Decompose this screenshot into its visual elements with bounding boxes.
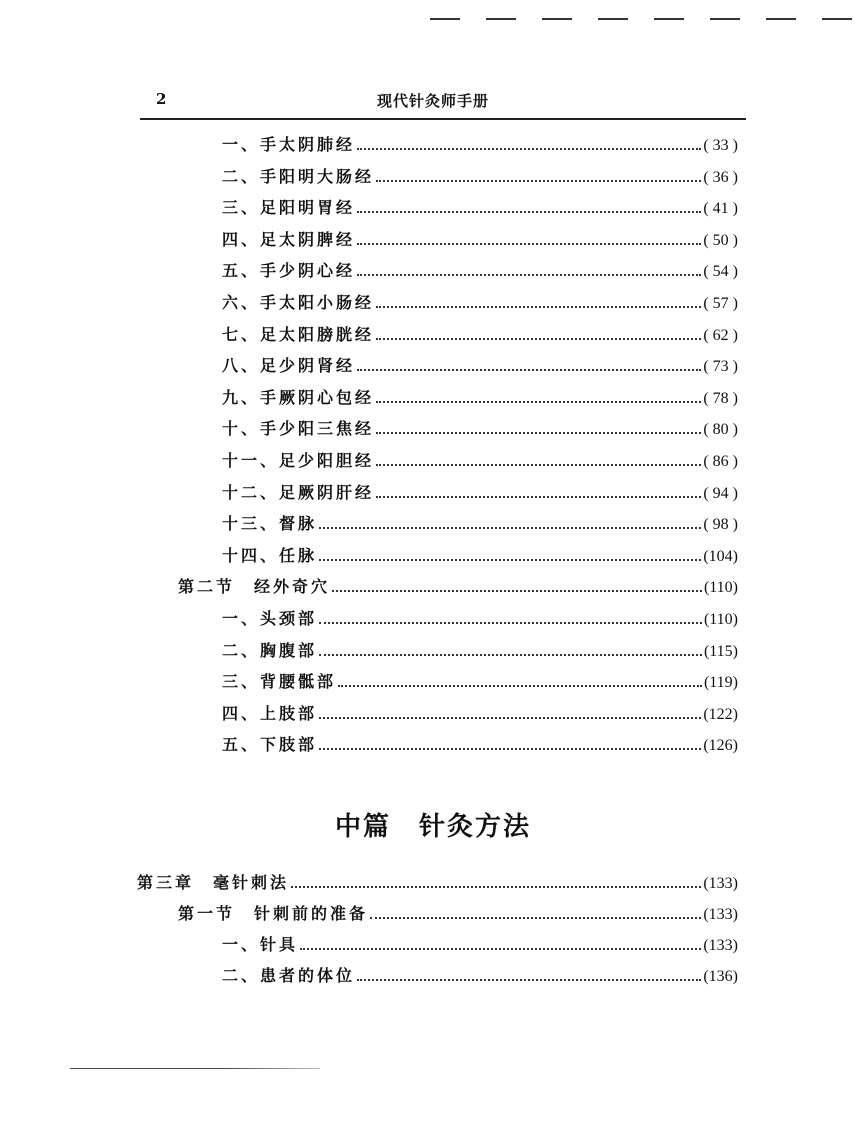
top-scan-dashes [430, 18, 866, 20]
toc-entry-label: 四、上肢部 [222, 703, 318, 723]
toc-entry-label: 第三章 毫针刺法 [137, 873, 290, 892]
toc-entry [222, 322, 738, 346]
toc-entry-page: (119) [703, 674, 738, 692]
toc-entry [222, 258, 738, 282]
dot-leader [357, 274, 701, 276]
dot-leader [376, 338, 701, 340]
dot-leader [319, 559, 701, 561]
dot-leader [376, 306, 701, 308]
toc-entry-page: (133) [703, 937, 738, 954]
toc-entry-page: (133) [703, 906, 738, 923]
toc-entry [137, 870, 738, 894]
dot-leader [319, 654, 702, 656]
dot-leader [376, 464, 701, 466]
toc-entry-page: ( 86 ) [703, 453, 738, 470]
toc-entry [178, 901, 738, 925]
dot-leader [357, 979, 701, 981]
toc-entry-page: (110) [703, 579, 738, 597]
toc-entry-label: 八、足少阴肾经 [222, 356, 356, 376]
toc-entry [222, 353, 738, 377]
toc-entry-page: ( 41 ) [703, 200, 738, 218]
toc-entry [222, 480, 738, 504]
dot-leader [319, 527, 701, 529]
toc-entry-page: ( 54 ) [703, 263, 738, 281]
dot-leader [370, 917, 701, 919]
toc-entry-page: (133) [703, 875, 738, 892]
toc-entry-label: 第二节 经外奇穴 [178, 577, 331, 597]
dot-leader [319, 622, 702, 624]
toc-entry-page: ( 78 ) [703, 389, 738, 407]
toc-entry [222, 385, 738, 409]
dot-leader [357, 148, 701, 150]
header-rule [140, 118, 746, 120]
dot-leader [338, 685, 702, 687]
toc-entry-page: (126) [703, 737, 738, 755]
toc-entry [222, 701, 738, 725]
toc-entry [222, 416, 738, 440]
toc-entry-label: 七、足太阳膀胱经 [222, 324, 375, 344]
dot-leader [357, 369, 701, 371]
running-header-title: 现代针灸师手册 [376, 92, 489, 110]
toc-entry [222, 195, 738, 219]
page-number: 2 [156, 90, 167, 108]
toc-entry-page: ( 94 ) [703, 484, 738, 502]
toc-entry-label: 三、足阳明胃经 [222, 198, 356, 218]
dot-leader [376, 180, 701, 182]
toc-entry-page: ( 80 ) [703, 421, 738, 439]
toc-entry [222, 963, 738, 987]
toc-entry-page: (110) [703, 611, 738, 628]
toc-entry-label: 二、胸腹部 [222, 640, 318, 660]
dot-leader [291, 886, 701, 888]
toc-entry-page: ( 50 ) [703, 231, 738, 249]
dot-leader [357, 211, 701, 213]
toc-entry [222, 164, 738, 188]
toc-entry-page: ( 73 ) [703, 358, 738, 376]
toc-entry-page: (115) [703, 642, 738, 660]
toc-entry [222, 511, 738, 535]
dot-leader [319, 748, 701, 750]
toc-entry-page: (136) [703, 968, 738, 985]
toc-entry-label: 三、背腰骶部 [222, 672, 337, 692]
dot-leader [376, 432, 701, 434]
bottom-scan-line [70, 1068, 320, 1069]
toc-entry-label: 十二、足厥阴肝经 [222, 482, 375, 502]
toc-entry-label: 十、手少阳三焦经 [222, 419, 375, 439]
toc-entry-label: 一、手太阴肺经 [222, 135, 356, 154]
toc-entry-label: 六、手太阳小肠经 [222, 293, 375, 312]
toc-entry-label: 二、患者的体位 [222, 966, 356, 985]
toc-entry [178, 574, 738, 598]
toc-entry-page: ( 33 ) [703, 137, 738, 154]
dot-leader [376, 496, 701, 498]
toc-entry-label: 五、下肢部 [222, 735, 318, 755]
toc-entry-label: 十一、足少阳胆经 [222, 451, 375, 470]
toc-entry-page: ( 62 ) [703, 326, 738, 344]
toc-entry-page: (122) [703, 705, 738, 723]
toc-entry-label: 四、足太阴脾经 [222, 229, 356, 249]
toc-entry [222, 132, 738, 156]
toc-entry-label: 九、手厥阴心包经 [222, 387, 375, 407]
toc-entry-label: 一、针具 [222, 935, 299, 954]
toc-entry [222, 290, 738, 314]
toc-entry-page: ( 36 ) [703, 168, 738, 186]
toc-entry-label: 一、头颈部 [222, 609, 318, 628]
toc-entry-label: 第一节 针刺前的准备 [178, 904, 369, 923]
toc-entry [222, 227, 738, 251]
toc-entry [222, 669, 738, 693]
toc-entry-label: 十四、任脉 [222, 545, 318, 565]
part-title: 中篇 针灸方法 [334, 812, 531, 842]
toc-entry [222, 448, 738, 472]
toc-entry-label: 十三、督脉 [222, 514, 318, 534]
toc-entry [222, 932, 738, 956]
toc-entry-page: ( 98 ) [703, 516, 738, 534]
toc-entry [222, 606, 738, 630]
dot-leader [319, 717, 701, 719]
toc-entry-label: 五、手少阴心经 [222, 261, 356, 281]
toc-entry-label: 二、手阳明大肠经 [222, 166, 375, 186]
dot-leader [357, 243, 701, 245]
toc-entry-page: ( 57 ) [703, 295, 738, 312]
dot-leader [376, 401, 701, 403]
dot-leader [300, 948, 701, 950]
toc-entry [222, 638, 738, 662]
toc-entry [222, 732, 738, 756]
toc-entry-page: (104) [703, 547, 738, 565]
dot-leader [332, 590, 702, 592]
toc-entry [222, 543, 738, 567]
